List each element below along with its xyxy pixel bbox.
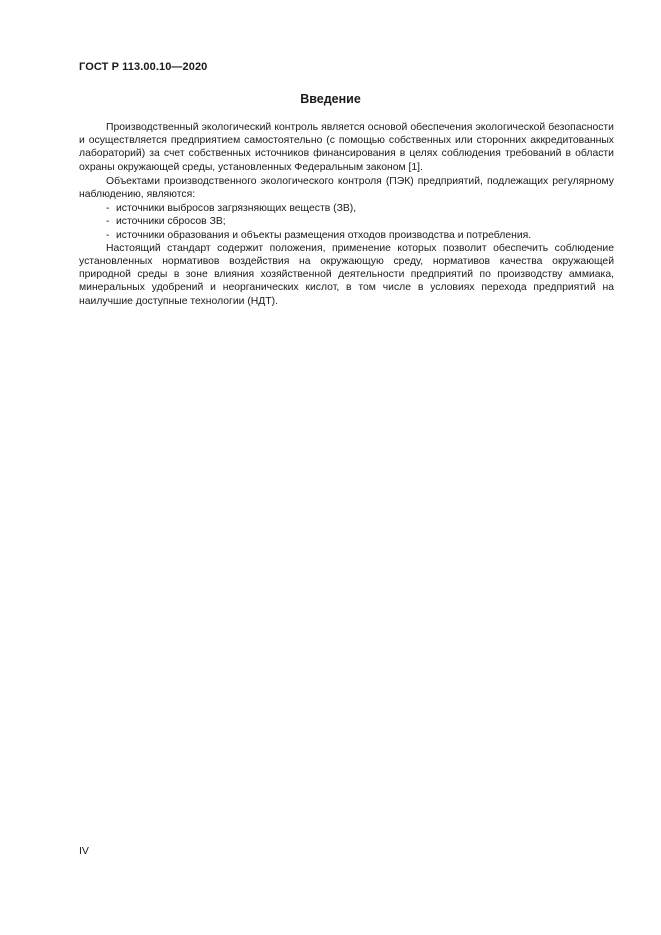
paragraph-intro: Производственный экологический контроль является основой обеспечения экологической безопасности и осуществляется предприятием самостоятельно (с помощью собственных или сторонних аккредитованных лабораторий) за счет собственных источников финансирования в целях соблюдения требований в области охраны окружающей среды, установленных Федеральным законом [1]. — [79, 122, 614, 173]
list-item — [79, 215, 614, 228]
paragraph-objects: Объектами производственного экологического контроля (ПЭК) предприятий, подлежащих регулярному наблюдению, являются: — [79, 175, 614, 201]
list-item — [79, 202, 614, 215]
document-code: ГОСТ Р 113.00.10—2020 — [79, 61, 208, 73]
list-item-text: источники выбросов загрязняющих веществ (ЗВ), — [116, 203, 357, 215]
sources-list — [79, 202, 614, 242]
list-item — [79, 229, 614, 242]
paragraph-closing: Настоящий стандарт содержит положения, применение которых позволит обеспечить соблюдение установленных нормативов воздействия на окружающую среду, нормативов качества окружающей природной среды в зоне влияния хозяйственной деятельности предприятий по производству аммиака, минеральных удобрений и неорганических кислот, в том числе в условиях перехода предприятий на наилучшие доступные технологии (НДТ). — [79, 242, 614, 307]
list-item-text: источники образования и объекты размещения отходов производства и потребления. — [116, 229, 532, 241]
list-marker: - — [106, 216, 110, 228]
list-item-text: источники сбросов ЗВ; — [116, 216, 226, 228]
section-title: Введение — [300, 92, 361, 106]
list-marker: - — [106, 203, 110, 215]
page-number: IV — [79, 845, 89, 857]
list-marker: - — [106, 229, 110, 241]
section-body — [79, 121, 614, 309]
